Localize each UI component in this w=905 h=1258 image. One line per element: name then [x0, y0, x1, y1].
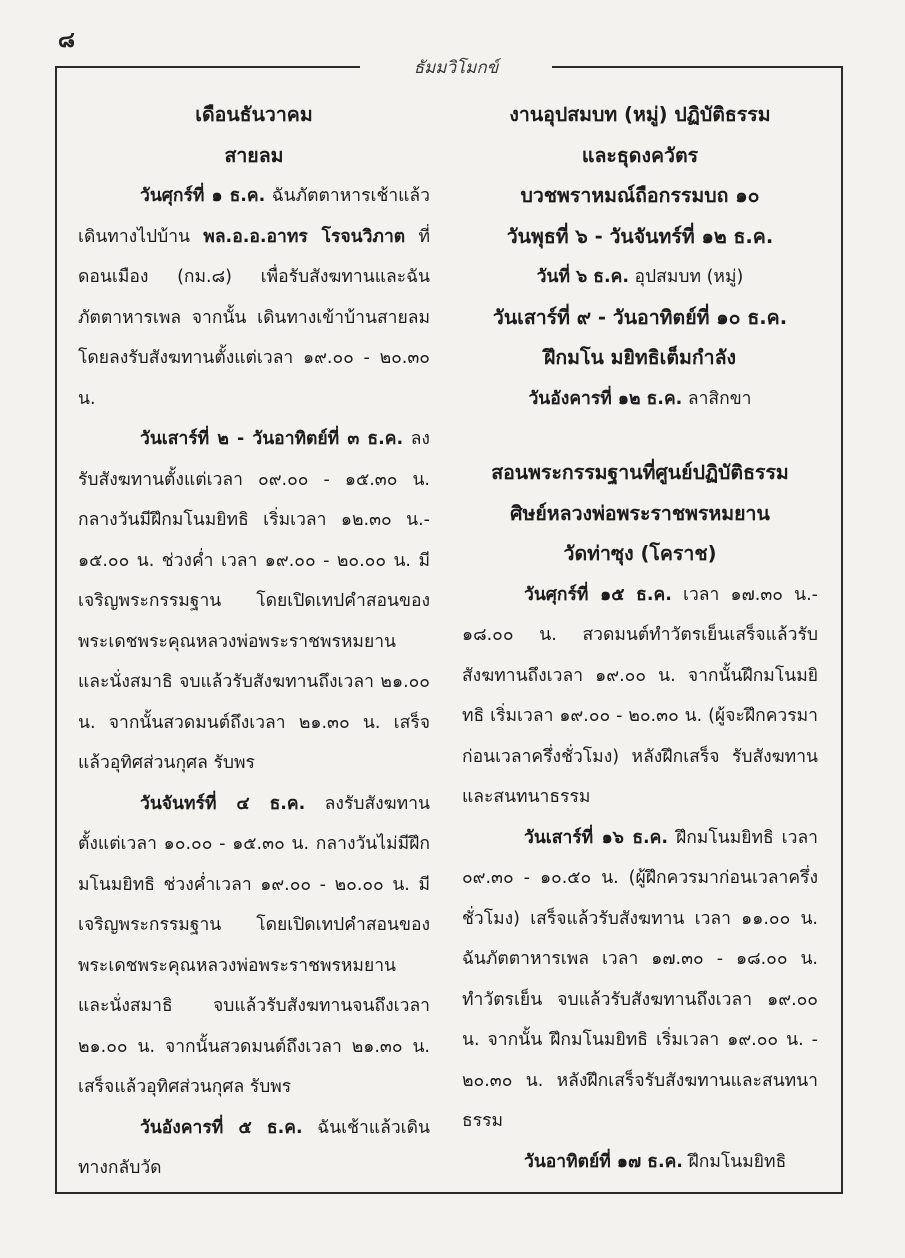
date-label: วันอาทิตย์ที่ ๑๗ ธ.ค.: [524, 1151, 683, 1172]
schedule-line: [462, 257, 818, 298]
person-name: พล.อ.อ.อาทร โรจนวิภาต: [203, 226, 406, 247]
paragraph-text: ลงรับสังฆทานตั้งแต่เวลา ๐๙.๐๐ - ๑๕.๓๐ น. กลางวันมีฝึกมโนมยิทธิ เริ่มเวลา ๑๒.๓๐ น.- ๑๕.๐๐ น. ช่วงค่ำ เวลา ๑๙.๐๐ - ๒๐.๐๐ น. มีเจริญพระกรรมฐาน โดยเปิดเทปคำสอนของพระเดชพระคุณหลวงพ่อพระราชพรหมยาน และนั่งสมาธิ จบแล้วรับสังฆทานถึงเวลา ๒๑.๐๐ น. จากนั้นสวดมนต์ถึงเวลา ๒๑.๓๐ น. เสร็จแล้วอุทิศส่วนกุศล รับพร: [78, 429, 430, 773]
section-heading: งานอุปสมบท (หมู่) ปฏิบัติธรรม: [509, 103, 771, 126]
date-label: วันจันทร์ที่ ๔ ธ.ค.: [140, 793, 306, 814]
running-header: ธัมมวิโมกข์: [360, 54, 552, 81]
paragraph-text: ฝึกมโนมยิทธิ: [682, 1151, 787, 1172]
location-heading: สายลม: [224, 143, 284, 167]
date-label: วันเสาร์ที่ ๑๖ ธ.ค.: [524, 827, 669, 848]
schedule-line: วันเสาร์ที่ ๙ - วันอาทิตย์ที่ ๑๐ ธ.ค.: [492, 305, 788, 329]
line-text: ลาสิกขา: [682, 388, 752, 409]
date-label: วันเสาร์ที่ ๒ - วันอาทิตย์ที่ ๓ ธ.ค.: [140, 429, 404, 449]
schedule-paragraph: [78, 419, 430, 784]
paragraph-text: ลงรับสังฆทานตั้งแต่เวลา ๑๐.๐๐ - ๑๕.๓๐ น. กลางวันไม่มีฝึกมโนมยิทธิ ช่วงค่ำเวลา ๑๙.๐๐ - ๒๐.๐๐ น. มีเจริญพระกรรมฐาน โดยเปิดเทปคำสอนของพระเดชพระคุณหลวงพ่อพระราชพรหมยาน และนั่งสมาธิ จบแล้วรับสังฆทานจนถึงเวลา ๒๑.๐๐ น. จากนั้นสวดมนต์ถึงเวลา ๒๑.๓๐ น. เสร็จแล้วอุทิศส่วนกุศล รับพร: [78, 793, 430, 1097]
right-column: [462, 95, 818, 1182]
page-number: ๘: [58, 28, 75, 53]
paragraph-text: ฉันเช้าแล้วเดินทางกลับวัด: [78, 1117, 430, 1178]
schedule-paragraph: [462, 818, 818, 1142]
schedule-paragraph: [462, 1142, 818, 1183]
section-heading: บวชพราหมณ์ถือกรรมบถ ๑๐: [520, 184, 760, 207]
date-label: วันศุกร์ที่ ๑ ธ.ค.: [140, 186, 266, 206]
line-text: อุปสมบท (หมู่): [628, 267, 744, 287]
schedule-line: ฝึกมโน มยิทธิเต็มกำลัง: [543, 346, 737, 369]
section-heading: สอนพระกรรมฐานที่ศูนย์ปฏิบัติธรรม: [491, 461, 789, 484]
month-heading: เดือนธันวาคม: [195, 103, 313, 126]
schedule-paragraph: [462, 575, 818, 818]
date-label: วันอังคารที่ ๑๒ ธ.ค.: [528, 388, 683, 409]
section-heading: และธุดงควัตร: [581, 143, 699, 167]
schedule-paragraph: [78, 784, 430, 1108]
schedule-line: [462, 379, 818, 420]
paragraph-text: เวลา ๑๗.๓๐ น.- ๑๘.๐๐ น. สวดมนต์ทำวัตรเย็นเสร็จแล้วรับสังฆทานถึงเวลา ๑๙.๐๐ น. จากนั้นฝึกมโนมยิทธิ เริ่มเวลา ๑๙.๐๐ - ๒๐.๓๐ น. (ผู้จะฝึกควรมาก่อนเวลาครึ่งชั่วโมง) หลังฝึกเสร็จ รับสังฆทานและสนทนาธรรม: [462, 584, 818, 807]
section-heading: วันพุธที่ ๖ - วันจันทร์ที่ ๑๒ ธ.ค.: [506, 224, 774, 248]
paragraph-text: ที่ดอนเมือง (กม.๘) เพื่อรับสังฆทานและฉันภัตตาหารเพล จากนั้น เดินทางเข้าบ้านสายลม โดยลงรับสังฆทานตั้งแต่เวลา ๑๙.๐๐ - ๒๐.๓๐ น.: [78, 226, 430, 409]
date-label: วันอังคารที่ ๕ ธ.ค.: [140, 1117, 303, 1138]
section-heading: ศิษย์หลวงพ่อพระราชพรหมยาน: [510, 501, 770, 525]
paragraph-text: ฝึกมโนมยิทธิ เวลา ๐๙.๓๐ - ๑๐.๕๐ น. (ผู้ฝึกควรมาก่อนเวลาครึ่งชั่วโมง) เสร็จแล้วรับสังฆทาน เวลา ๑๑.๐๐ น. ฉันภัตตาหารเพล เวลา ๑๗.๓๐ - ๑๘.๐๐ น. ทำวัตรเย็น จบแล้วรับสังฆทานถึงเวลา ๑๙.๐๐ น. จากนั้น ฝึกมโนมยิทธิ เริ่มเวลา ๑๙.๐๐ น. - ๒๐.๓๐ น. หลังฝึกเสร็จรับสังฆทานและสนทนาธรรม: [462, 827, 818, 1131]
schedule-paragraph: [78, 1108, 430, 1189]
section-gap: [462, 419, 818, 453]
schedule-paragraph: [78, 176, 430, 419]
paragraph-text: ฉันภัตตาหารเช้าแล้วเดินทางไปบ้าน: [78, 186, 430, 247]
left-column: [78, 95, 430, 1189]
date-label: วันศุกร์ที่ ๑๕ ธ.ค.: [524, 584, 672, 605]
date-label: วันที่ ๖ ธ.ค.: [536, 267, 629, 287]
section-heading: วัดท่าซุง (โคราช): [563, 542, 717, 565]
